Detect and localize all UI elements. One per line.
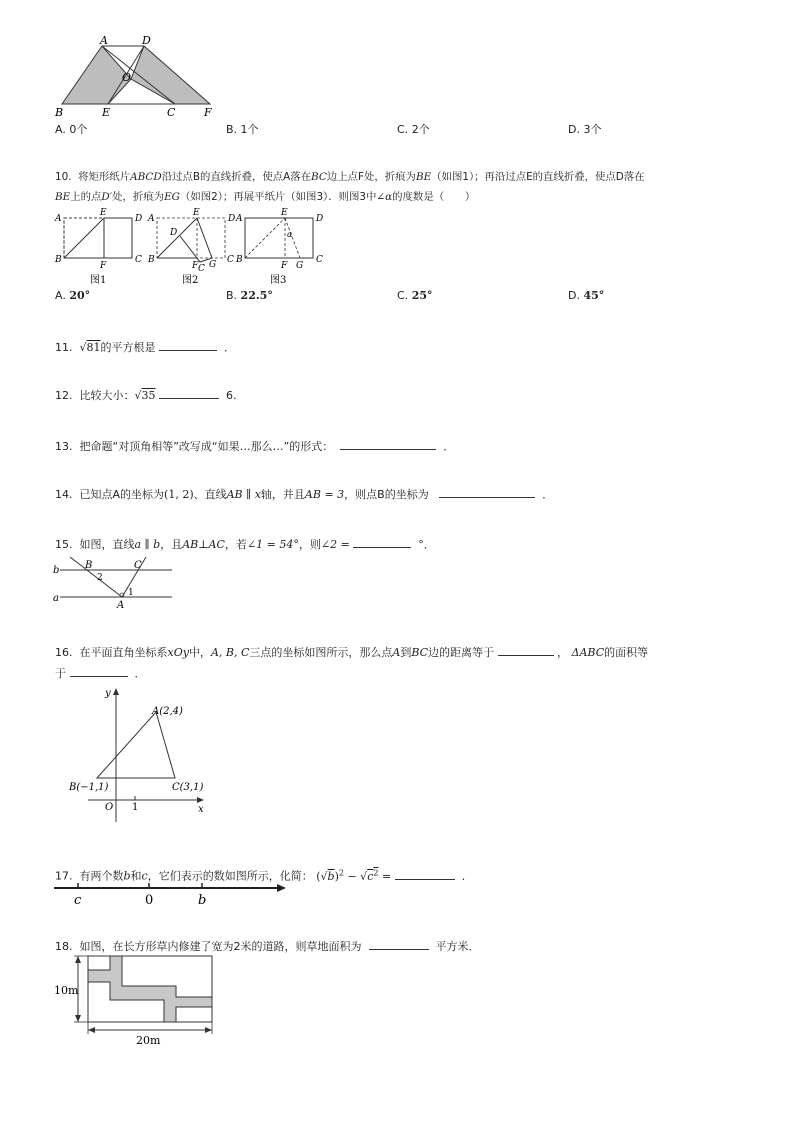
q12-answer-blank[interactable] <box>159 388 219 399</box>
svg-text:C: C <box>134 560 142 571</box>
svg-text:1: 1 <box>128 588 134 598</box>
svg-text:A: A <box>148 214 155 224</box>
q18-question: 18. 如图，在长方形草内修建了宽为2米的道路，则草地面积为 平方米． <box>55 940 480 953</box>
svg-text:B: B <box>236 255 243 265</box>
q16-question-line1: 16. 在平面直角坐标系xOy中，A, B, C三点的坐标如图所示，那么点A到BC边的距离等于 ， ΔABC的面积等 <box>55 646 649 659</box>
svg-text:10m: 10m <box>54 984 79 997</box>
q15-answer-blank[interactable] <box>353 537 411 548</box>
svg-text:A: A <box>117 600 125 611</box>
svg-text:x: x <box>198 804 204 815</box>
svg-text:G: G <box>296 261 304 271</box>
svg-text:G: G <box>209 260 217 270</box>
svg-text:A: A <box>55 214 62 224</box>
svg-text:2: 2 <box>97 573 103 583</box>
svg-text:b: b <box>53 565 60 576</box>
q9-label-f: F <box>204 106 212 119</box>
q14-answer-blank[interactable] <box>439 487 535 498</box>
q15-figure <box>50 555 180 611</box>
q13-question: 13. 把命题“对顶角相等”改写成“如果…那么…”的形式： ． <box>55 440 455 453</box>
q18-figure <box>50 950 220 1046</box>
q10-option-d: D. 45° <box>568 289 605 302</box>
q15-question: 15. 如图，直线a ∥ b，且AB⊥AC，若∠1 = 54°，则∠2 = °． <box>55 538 435 551</box>
q10-option-b: B. 22.5° <box>226 289 273 302</box>
q17-answer-blank[interactable] <box>395 869 455 880</box>
svg-text:O: O <box>105 802 114 813</box>
q10-caption-3: 图3 <box>270 275 287 286</box>
svg-text:F: F <box>281 261 288 271</box>
svg-text:0: 0 <box>145 893 154 908</box>
svg-text:D: D <box>135 214 143 224</box>
svg-text:C: C <box>135 255 142 265</box>
svg-text:y: y <box>105 688 111 699</box>
q11-sqrt: √81 <box>79 341 101 354</box>
q9-figure <box>50 36 230 122</box>
q10-stem-line1: 10. 将矩形纸片ABCD沿过点B的直线折叠，使点A落在BC边上点F处，折痕为BE（如图1）；再沿过点E的直线折叠，使点D落在 <box>55 171 645 183</box>
q16-distance-blank[interactable] <box>498 645 554 656</box>
svg-text:B: B <box>55 255 62 265</box>
svg-text:F: F <box>192 261 199 271</box>
svg-text:D: D <box>170 228 178 238</box>
q9-option-a: A. 0个 <box>55 123 88 136</box>
q17-number-line <box>52 880 292 910</box>
svg-text:1: 1 <box>132 802 139 813</box>
svg-text:E: E <box>193 208 200 218</box>
svg-text:α: α <box>287 230 293 239</box>
svg-text:C: C <box>198 264 205 274</box>
svg-text:F: F <box>100 261 107 271</box>
q9-label-o: O <box>122 71 132 84</box>
q18-answer-blank[interactable] <box>369 939 429 950</box>
q9-label-a: A <box>100 36 108 47</box>
q11-question: 11. √81的平方根是 ． <box>55 341 236 354</box>
q9-label-c: C <box>167 106 176 119</box>
q12-sqrt: √35 <box>134 389 156 402</box>
q16-area-blank[interactable] <box>70 666 128 677</box>
q10-stem-line2: BE上的点D′处，折痕为EG（如图2）；再展平纸片（如图3）．则图3中∠α的度数是（ ） <box>55 191 476 203</box>
svg-text:D: D <box>228 214 236 224</box>
svg-text:C(3,1): C(3,1) <box>172 782 204 793</box>
q10-option-c: C. 25° <box>397 289 433 302</box>
svg-text:D: D <box>316 214 324 224</box>
svg-text:A: A <box>236 214 243 224</box>
q9-label-d: D <box>142 36 151 47</box>
q9-option-c: C. 2个 <box>397 123 430 136</box>
q10-caption-2: 图2 <box>182 275 199 286</box>
svg-text:B: B <box>148 255 155 265</box>
svg-text:a: a <box>53 593 59 604</box>
q9-label-b: B <box>55 106 64 119</box>
q12-question: 12. 比较大小：√35 6. <box>55 389 237 402</box>
q17-question: 17. 有两个数b和c，它们表示的数如图所示，化简： $(√b)^2 - √c^2$ = ． <box>55 868 473 883</box>
svg-text:b: b <box>198 893 207 908</box>
svg-text:c: c <box>74 893 82 908</box>
svg-text:20m: 20m <box>136 1034 161 1046</box>
q14-question: 14. 已知点A的坐标为(1, 2)、直线AB ∥ x轴，并且AB = 3，则点B的坐标为 ． <box>55 488 554 501</box>
q16-coordinate-figure <box>62 686 212 826</box>
svg-text:B(−1,1): B(−1,1) <box>69 782 109 793</box>
q9-option-b: B. 1个 <box>226 123 259 136</box>
q13-answer-blank[interactable] <box>340 439 436 450</box>
q10-caption-1: 图1 <box>90 275 107 286</box>
svg-text:E: E <box>100 208 107 218</box>
q16-question-line2: 于 ． <box>55 667 146 680</box>
q11-answer-blank[interactable] <box>159 340 217 351</box>
q9-label-e: E <box>102 106 111 119</box>
q10-option-a: A. 20° <box>55 289 91 302</box>
svg-text:B: B <box>85 560 93 571</box>
svg-text:C: C <box>316 255 323 265</box>
q9-option-d: D. 3个 <box>568 123 602 136</box>
svg-text:E: E <box>281 208 288 218</box>
q10-figures <box>52 207 332 287</box>
svg-text:A(2,4): A(2,4) <box>152 706 183 717</box>
svg-text:C: C <box>227 255 234 265</box>
